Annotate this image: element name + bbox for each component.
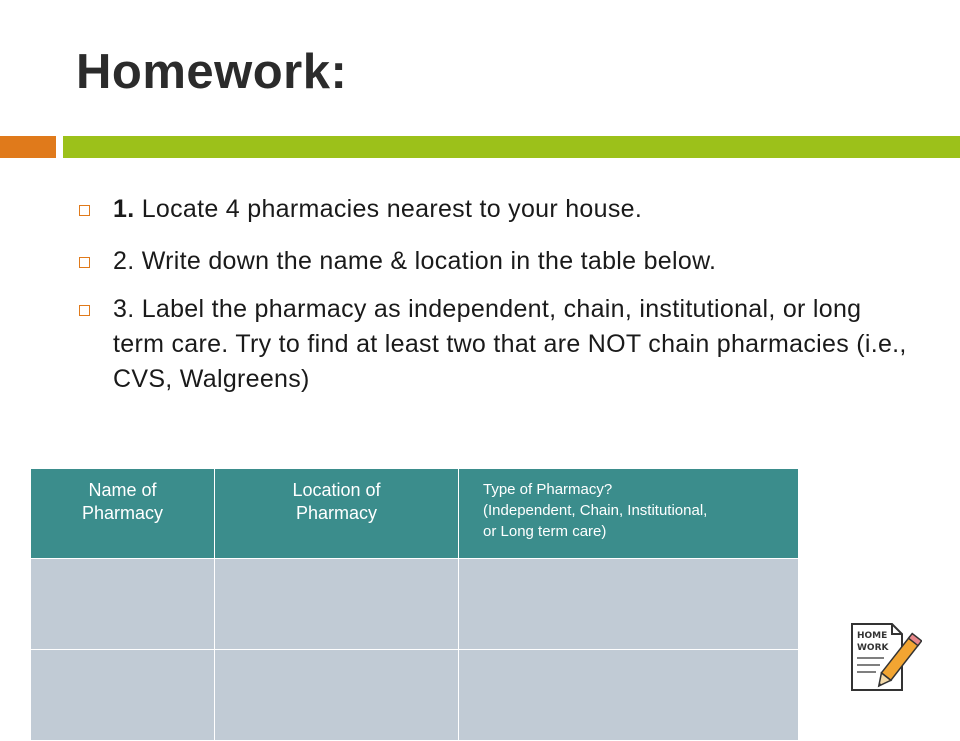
table-row — [31, 650, 799, 741]
square-bullet-icon — [79, 257, 90, 268]
bullet-number: 2. — [113, 247, 135, 275]
list-item — [76, 292, 916, 397]
bullet-text: Write down the name & location in the table below. — [134, 247, 717, 275]
cell-name — [31, 559, 215, 650]
icon-label-work: WORK — [857, 643, 889, 653]
pharmacy-table — [30, 468, 799, 741]
accent-bar-orange — [0, 136, 56, 158]
square-bullet-icon — [79, 305, 90, 316]
homework-pencil-icon — [848, 620, 922, 696]
bullet-text: Label the pharmacy as independent, chain, institutional, or long term care. Try to find at least two that are NOT chain pharmacies (i.e., CVS, Walgreens) — [113, 295, 907, 393]
cell-location — [215, 650, 459, 741]
bullet-text: Locate 4 pharmacies nearest to your house. — [134, 195, 643, 223]
square-bullet-icon — [79, 205, 90, 216]
header-name-of-pharmacy: Name of Pharmacy — [31, 469, 215, 559]
header-type-of-pharmacy: Type of Pharmacy? (Independent, Chain, Institutional, or Long term care) — [459, 469, 799, 559]
cell-type — [459, 650, 799, 741]
list-item — [76, 244, 916, 279]
slide-title: Homework: — [76, 45, 348, 99]
header-location-of-pharmacy: Location of Pharmacy — [215, 469, 459, 559]
accent-bar-green — [63, 136, 960, 158]
bullet-number: 1. — [113, 195, 135, 223]
icon-label-home: HOME — [857, 631, 888, 641]
cell-location — [215, 559, 459, 650]
bullet-number: 3. — [113, 295, 135, 323]
table-header-row — [31, 469, 799, 559]
list-item — [76, 192, 916, 227]
cell-name — [31, 650, 215, 741]
table-row — [31, 559, 799, 650]
cell-type — [459, 559, 799, 650]
instruction-list — [76, 192, 916, 414]
